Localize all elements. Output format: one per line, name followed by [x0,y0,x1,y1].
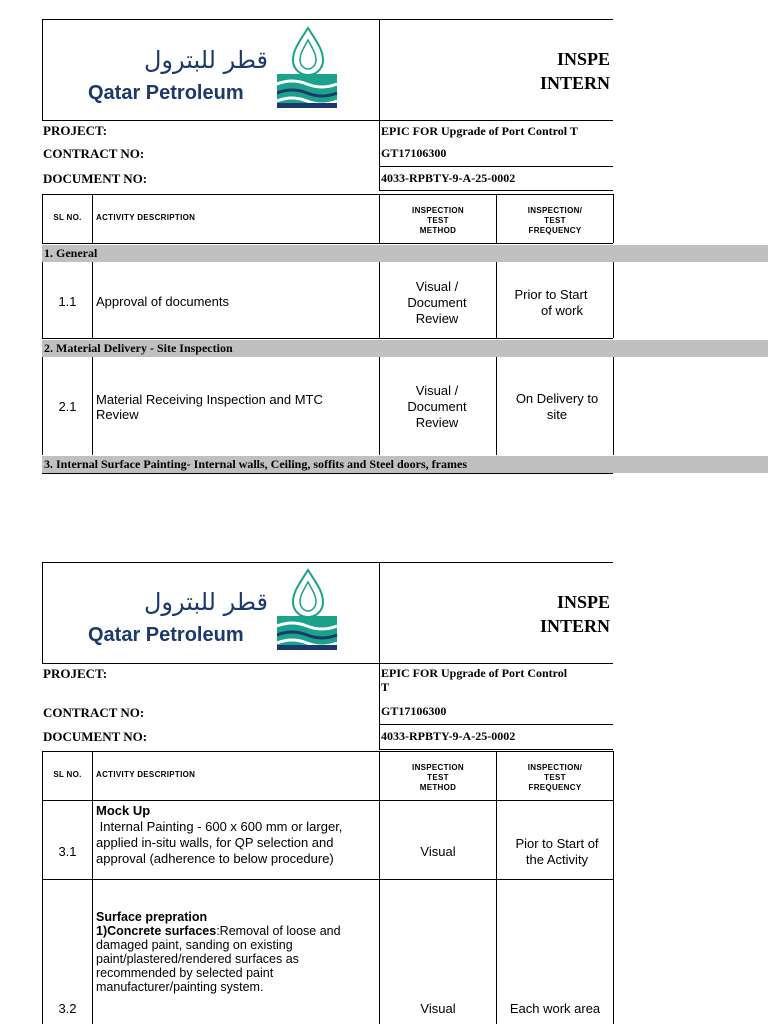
col-frequency: INSPECTION/ TEST FREQUENCY [527,763,583,792]
row-3-2-freq: Each work area [509,1001,601,1016]
logo-arabic-text: قطر للبترول [143,588,268,616]
document-label: DOCUMENT NO: [43,729,148,744]
project-label: PROJECT: [43,123,108,138]
row-1-1-method: Visual / Document Review [407,279,467,326]
logo-arabic-text: قطر للبترول [143,46,268,74]
project-label: PROJECT: [43,666,108,681]
row-2-1-method: Visual / Document Review [407,383,467,430]
logo-english-text: Qatar Petroleum [88,82,244,104]
row-3-1-method: Visual [420,844,456,859]
page-2 [0,560,768,1024]
col-sl-no: SL NO. [53,213,82,222]
col-sl-no: SL NO. [53,770,82,779]
row-1-1-desc: Approval of documents [96,294,229,309]
row-3-1-freq: Pior to Start of the Activity [515,836,599,867]
row-3-1-desc: Mock Up Internal Painting - 600 x 600 mm or larger, applied in-situ walls, for QP selection and approval (adherence to below procedure) [96,803,347,866]
col-method: INSPECTION TEST METHOD [412,763,464,792]
section-material-delivery: 2. Material Delivery - Site Inspection [42,340,768,357]
row-3-2-desc: Surface prepration 1)Concrete surfaces:Removal of loose and damaged paint, sanding on existing paint/plastered/rendered surfaces as recommended by selected paint manufacturer/painting system. [96,910,341,994]
document-value: 4033-RPBTY-9-A-25-0002 [381,171,516,185]
doc-title-line2: INTERN [539,616,610,636]
section-general: 1. General [42,245,768,262]
doc-title-line1: INSPE [556,592,610,612]
col-frequency: INSPECTION/ TEST FREQUENCY [527,206,583,235]
col-activity: ACTIVITY DESCRIPTION [96,213,196,222]
row-1-1-sl: 1.1 [58,294,77,309]
contract-label: CONTRACT NO: [43,705,145,720]
row-3-2-sl: 3.2 [58,1001,77,1016]
document-label: DOCUMENT NO: [43,171,148,186]
project-value: EPIC FOR Upgrade of Port Control T [381,666,568,694]
row-2-1-desc: Material Receiving Inspection and MTC Review [96,392,323,422]
company-logo [88,24,350,114]
col-method: INSPECTION TEST METHOD [412,206,464,235]
contract-value: GT17106300 [381,146,447,160]
doc-title-line2: INTERN [539,73,610,93]
qatar-petroleum-flame-icon [277,568,339,650]
logo-english-text: Qatar Petroleum [88,624,244,646]
document-value: 4033-RPBTY-9-A-25-0002 [381,729,516,743]
contract-value: GT17106300 [381,704,447,718]
col-activity: ACTIVITY DESCRIPTION [96,770,196,779]
project-value: EPIC FOR Upgrade of Port Control T [381,124,578,138]
row-2-1-freq: On Delivery to site [515,391,599,422]
row-1-1-freq: Prior to Start of work [514,287,588,318]
contract-label: CONTRACT NO: [43,146,145,161]
row-2-1-sl: 2.1 [58,399,77,414]
qatar-petroleum-flame-icon [277,26,339,108]
section-internal-painting: 3. Internal Surface Painting- Internal walls, Ceiling, soffits and Steel doors, frames [42,456,768,473]
row-3-2-method: Visual [420,1001,456,1016]
doc-title-line1: INSPE [556,49,610,69]
row-3-1-sl: 3.1 [58,844,77,859]
company-logo-2 [88,566,350,656]
page-1 [0,0,768,490]
